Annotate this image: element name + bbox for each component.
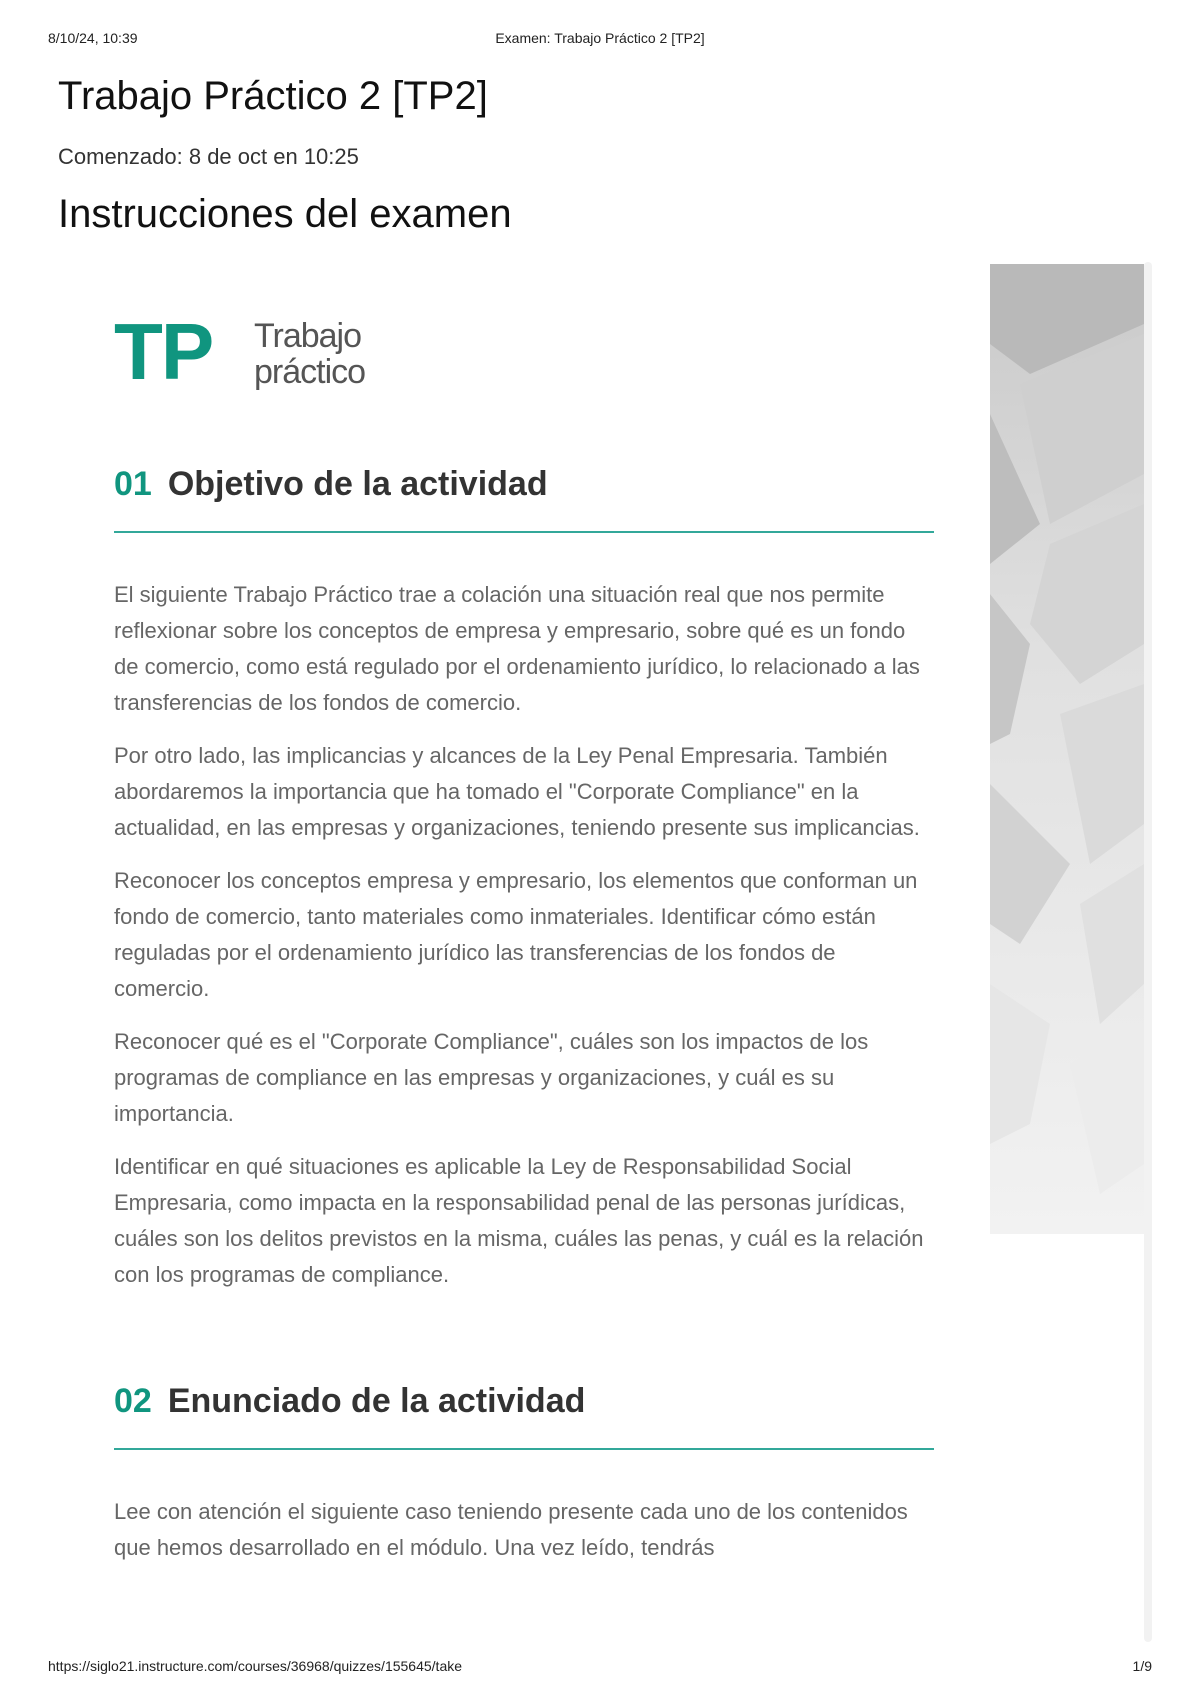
instructions-body [114, 262, 934, 1566]
print-header [48, 30, 1152, 50]
paragraph: Por otro lado, las implicancias y alcances de la Ley Penal Empresaria. También abordaremos la importancia que ha tomado el "Corporate Compliance" en la actualidad, en las empresas y organizaciones, teniendo presente sus implicancias. [114, 742, 920, 840]
tp-logo-word-trabajo: Trabajo [254, 317, 362, 355]
geometric-pattern-icon [990, 264, 1144, 1234]
section-title: Objetivo de la actividad [167, 465, 548, 503]
paragraph: Reconocer qué es el "Corporate Compliance", cuáles son los impactos de los programas de compliance en las empresas y organizaciones, y cuál es su importancia. [114, 1028, 869, 1126]
decorative-side-image [990, 264, 1144, 1234]
tp-logo [114, 262, 934, 462]
paragraph: El siguiente Trabajo Práctico trae a colación una situación real que nos permite reflexionar sobre los conceptos de empresa y empresario, sobre qué es un fondo de comercio, como está regulado por el ordenamiento jurídico, lo relacionado a las transferencias de los fondos de comercio. [114, 581, 920, 715]
print-footer [48, 1658, 1152, 1678]
paragraph: Reconocer los conceptos empresa y empresario, los elementos que conforman un fondo de comercio, tanto materiales como inmateriales. Identificar cómo están reguladas por el ordenamiento jurídico las transferencias de los fondos de comercio. [114, 867, 918, 1001]
section-number: 02 [114, 1381, 152, 1420]
instructions-heading: Instrucciones del examen [58, 192, 512, 236]
content-scrollbar[interactable] [1144, 262, 1152, 1642]
section-title: Enunciado de la actividad [167, 1381, 586, 1420]
instructions-content[interactable] [0, 262, 1160, 1642]
started-timestamp: Comenzado: 8 de oct en 10:25 [58, 144, 359, 169]
section-number: 01 [114, 465, 152, 503]
print-page-number: 1/9 [1132, 1658, 1152, 1674]
print-document-title: Examen: Trabajo Práctico 2 [TP2] [495, 30, 705, 46]
paragraph: Identificar en qué situaciones es aplicable la Ley de Responsabilidad Social Empresaria, como impacta en la responsabilidad penal de las personas jurídicas, cuáles son los delitos previstos en la misma, cuáles las penas, y cuál es la relación con los programas de compliance. [114, 1153, 924, 1287]
print-datetime: 8/10/24, 10:39 [48, 30, 138, 46]
tp-logo-word-practico: práctico [254, 352, 366, 391]
print-url: https://siglo21.instructure.com/courses/36968/quizzes/155645/take [48, 1658, 463, 1674]
section-objetivo-heading [114, 464, 934, 533]
section-enunciado-heading [114, 1381, 934, 1450]
section-divider [114, 531, 934, 533]
paragraph: Lee con atención el siguiente caso teniendo presente cada uno de los contenidos que hemos desarrollado en el módulo. Una vez leído, tendrás [114, 1498, 908, 1560]
page-title: Trabajo Práctico 2 [TP2] [58, 74, 488, 118]
section-divider [114, 1448, 934, 1450]
tp-logo-text [254, 319, 365, 390]
tp-logo-letters: TP [114, 307, 213, 396]
